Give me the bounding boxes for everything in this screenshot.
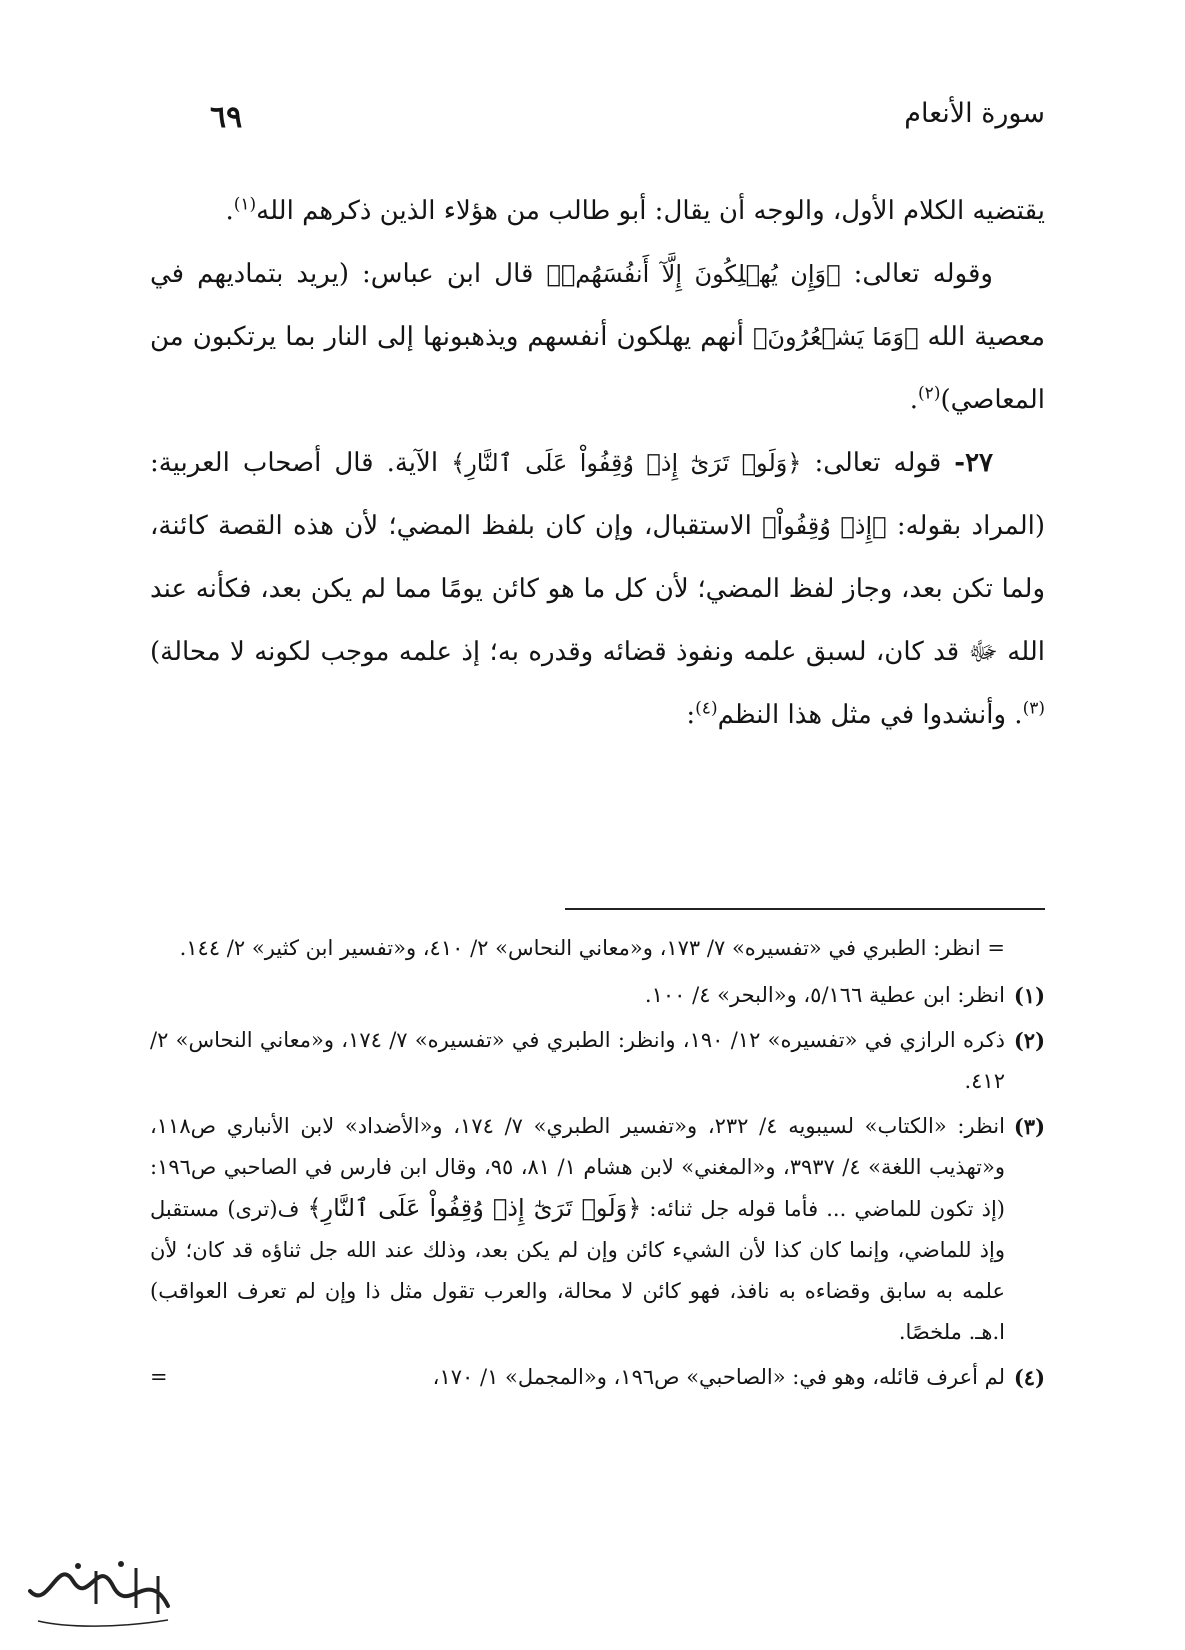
footnote-number: (٢)	[1013, 1028, 1045, 1053]
paragraph-2-text-b: قال ابن عباس: (يريد بتماديهم في معصية الله	[150, 259, 1045, 352]
quran-verse: ﴿وَإِن يُهۡلِكُونَ إِلَّآ أَنفُسَهُمۡ﴾	[546, 260, 841, 288]
footnote-text-b: ف(ترى) مستقبل وإذ للماضي، وإنما كان كذا لأن الشيء كائن وإن لم يكن بعد، وذلك عند الله جل ثناؤه قد كان؛ لأن علمه به سابق وقضاءه به نافذ، فهو كائن لا محالة، والعرب تقول مثل ذا وإن لم تعرف العواقب) ا.هـ. ملخصًا.	[150, 1197, 1005, 1344]
footnotes	[150, 928, 1045, 1402]
footnote-2	[150, 1020, 1045, 1102]
publisher-logo	[18, 1546, 183, 1632]
footnote-3	[150, 1106, 1045, 1353]
paragraph-1-text: يقتضيه الكلام الأول، والوجه أن يقال: أبو طالب من هؤلاء الذين ذكرهم الله	[256, 196, 1045, 226]
footnote-number: (١)	[1013, 983, 1045, 1008]
paragraph-3	[150, 432, 1045, 747]
main-text	[150, 180, 1045, 747]
paragraph-2-text-a: وقوله تعالى:	[840, 259, 993, 289]
quran-verse: ﴿وَلَوۡ تَرَىٰٓ إِذۡ وُقِفُواْ عَلَى ٱلنَّارِ﴾	[451, 449, 802, 477]
quran-verse: ﴿وَلَوۡ تَرَىٰٓ إِذۡ وُقِفُواْ عَلَى ٱلنَّارِ﴾	[307, 1194, 642, 1222]
page-number: ٦٩	[210, 100, 243, 135]
footnote-text: ذكره الرازي في «تفسيره» ١٢/ ١٩٠، وانظر: الطبري في «تفسيره» ٧/ ١٧٤، و«معاني النحاس» ٢/ ٤١٢.	[150, 1028, 1005, 1093]
continuation-mark: =	[150, 1365, 168, 1389]
footnote-continuation: = انظر: الطبري في «تفسيره» ٧/ ١٧٣، و«معاني النحاس» ٢/ ٤١٠، و«تفسير ابن كثير» ٢/ ١٤٤.	[179, 936, 1005, 960]
footnote-number: (٣)	[1013, 1114, 1045, 1139]
footnote-ref-3: (٣)	[1022, 698, 1045, 719]
verse-number: ٢٧-	[954, 448, 993, 478]
footnote-1	[150, 975, 1045, 1016]
footnote-ref-4: (٤)	[695, 698, 718, 719]
paragraph-1-end: .	[225, 196, 234, 226]
paragraph-2-text-c: أنهم يهلكون أنفسهم ويذهبونها إلى النار بما يرتكبون من المعاصي)	[150, 322, 1045, 415]
footnote-4	[150, 1357, 1045, 1398]
footnote-ref-1: (١)	[233, 194, 257, 215]
quran-verse: ﴿إِذۡ وُقِفُواْ﴾	[762, 512, 887, 540]
footnote-text: انظر: ابن عطية ٥/١٦٦، و«البحر» ٤/ ١٠٠.	[644, 983, 1005, 1007]
paragraph-3-text-a: قوله تعالى:	[801, 448, 955, 478]
paragraph-2-end: .	[909, 385, 919, 415]
footnote-ref-2: (٢)	[918, 383, 941, 404]
footnote-number: (٤)	[1013, 1365, 1045, 1390]
surah-title: سورة الأنعام	[904, 98, 1045, 129]
footnote-separator	[565, 908, 1045, 910]
paragraph-3-text-d: . وأنشدوا في مثل هذا النظم	[717, 700, 1023, 730]
page-header	[150, 98, 1045, 142]
quran-verse: ﴿وَمَا يَشۡعُرُونَ﴾	[753, 323, 919, 351]
paragraph-1	[150, 180, 1045, 243]
footnote-text: لم أعرف قائله، وهو في: «الصاحبي» ص١٩٦، و«المجمل» ١/ ١٧٠،	[432, 1365, 1005, 1389]
paragraph-3-end: :	[686, 700, 696, 730]
paragraph-2	[150, 243, 1045, 432]
footnote-text-a: انظر: «الكتاب» لسيبويه ٤/ ٢٣٢، و«تفسير الطبري» ٧/ ١٧٤، و«الأضداد» لابن الأنباري ص١١٨، و«تهذيب اللغة» ٤/ ٣٩٣٧، و«المغني» لابن هشام ١/ ٨١، ٩٥، وقال ابن فارس في الصاحبي ص١٩٦: (إذ تكون للماضي ... فأما قوله جل ثنائه:	[150, 1114, 1005, 1221]
paragraph-3-text-c: الاستقبال، وإن كان بلفظ المضي؛ لأن هذه القصة كائنة، ولما تكن بعد، وجاز لفظ المضي؛ لأن كل ما هو كائن يومًا مما لم يكن بعد، فكأنه عند الله ﷻ قد كان، لسبق علمه ونفوذ قضائه وقدره به؛ إذ علمه موجب لكونه لا محالة)	[150, 511, 1045, 667]
paragraph-3-text-b: الآية. قال أصحاب العربية: (المراد بقوله:	[150, 448, 1045, 541]
